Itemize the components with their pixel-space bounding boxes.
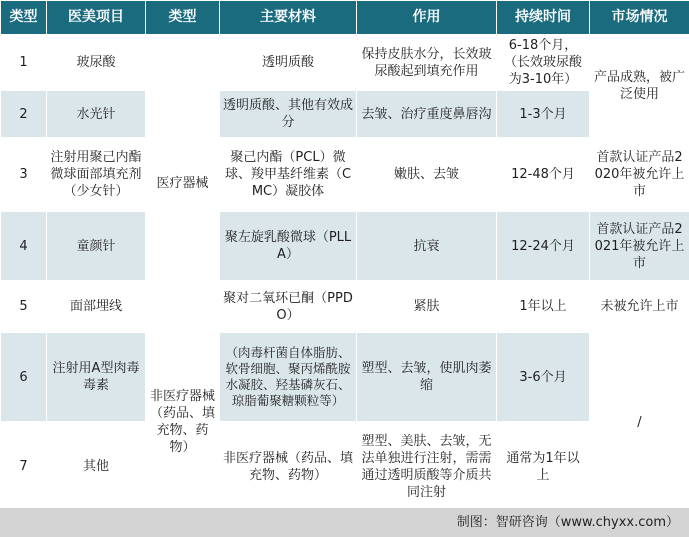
row-duration: 1年以上 — [497, 281, 590, 333]
row-material: 透明质酸 — [220, 35, 357, 91]
row-effect: 抗衰 — [357, 212, 497, 281]
row-material: 聚对二氧环已酮（PPDO） — [220, 281, 357, 333]
row-material: （肉毒杆菌自体脂肪、软骨细胞、聚丙烯酰胺水凝胶、羟基磷灰石、琼脂葡聚糖颗粒等） — [220, 333, 357, 422]
row-effect: 紧肤 — [357, 281, 497, 333]
row-project: 童颜针 — [47, 212, 146, 281]
row-market: 未被允许上市 — [590, 281, 689, 333]
header-material: 主要材料 — [220, 1, 357, 35]
row-project: 其他 — [47, 422, 146, 512]
row-index: 2 — [1, 91, 47, 138]
header-row — [1, 1, 689, 35]
row-duration: 1-3个月 — [497, 91, 590, 138]
row-material: 聚左旋乳酸微球（PLLA） — [220, 212, 357, 281]
row-project: 注射用聚己内酯微球面部填充剂（少女针） — [47, 138, 146, 212]
header-effect: 作用 — [357, 1, 497, 35]
row-index: 3 — [1, 138, 47, 212]
row-material: 透明质酸、其他有效成分 — [220, 91, 357, 138]
market-none-cell: / — [590, 333, 689, 512]
row-project: 注射用A型肉毒毒素 — [47, 333, 146, 422]
table-row — [1, 212, 689, 281]
row-effect: 去皱、治疗重度鼻唇沟 — [357, 91, 497, 138]
row-effect: 塑型、美肤、去皱，无法单独进行注射，需需通过透明质酸等介质共同注射 — [357, 422, 497, 512]
row-index: 1 — [1, 35, 47, 91]
header-duration: 持续时间 — [497, 1, 590, 35]
table-row — [1, 35, 689, 91]
row-duration: 3-6个月 — [497, 333, 590, 422]
header-type: 类型 — [146, 1, 220, 35]
row-index: 4 — [1, 212, 47, 281]
market-mature-cell: 产品成熟，被广泛使用 — [590, 35, 689, 138]
row-market: 首款认证产品2020年被允许上市 — [590, 138, 689, 212]
row-index: 7 — [1, 422, 47, 512]
row-effect: 塑型、去皱，使肌肉萎缩 — [357, 333, 497, 422]
type-nonmedical-cell: 非医疗器械（药品、填充物、药物） — [146, 333, 220, 512]
row-duration: 6-18个月，（长效玻尿酸为3-10年） — [497, 35, 590, 91]
row-duration: 通常为1年以上 — [497, 422, 590, 512]
source-footer: 制图：智研咨询（www.chyxx.com） — [0, 508, 689, 537]
table-row — [1, 281, 689, 333]
row-material: 聚己内酯（PCL）微球、羧甲基纤维素（CMC）凝胶体 — [220, 138, 357, 212]
row-effect: 嫩肤、去皱 — [357, 138, 497, 212]
header-index: 类型 — [1, 1, 47, 35]
table-row — [1, 422, 689, 512]
row-duration: 12-24个月 — [497, 212, 590, 281]
row-index: 5 — [1, 281, 47, 333]
row-material: 非医疗器械（药品、填充物、药物） — [220, 422, 357, 512]
row-project: 面部埋线 — [47, 281, 146, 333]
row-duration: 12-48个月 — [497, 138, 590, 212]
type-medical-cell: 医疗器械 — [146, 35, 220, 333]
header-project: 医美项目 — [47, 1, 146, 35]
row-effect: 保持皮肤水分，长效玻尿酸起到填充作用 — [357, 35, 497, 91]
row-project: 玻尿酸 — [47, 35, 146, 91]
row-project: 水光针 — [47, 91, 146, 138]
table-row — [1, 91, 689, 138]
row-index: 6 — [1, 333, 47, 422]
table-row — [1, 333, 689, 422]
header-market: 市场情况 — [590, 1, 689, 35]
row-market: 首款认证产品2021年被允许上市 — [590, 212, 689, 281]
table-row — [1, 138, 689, 212]
